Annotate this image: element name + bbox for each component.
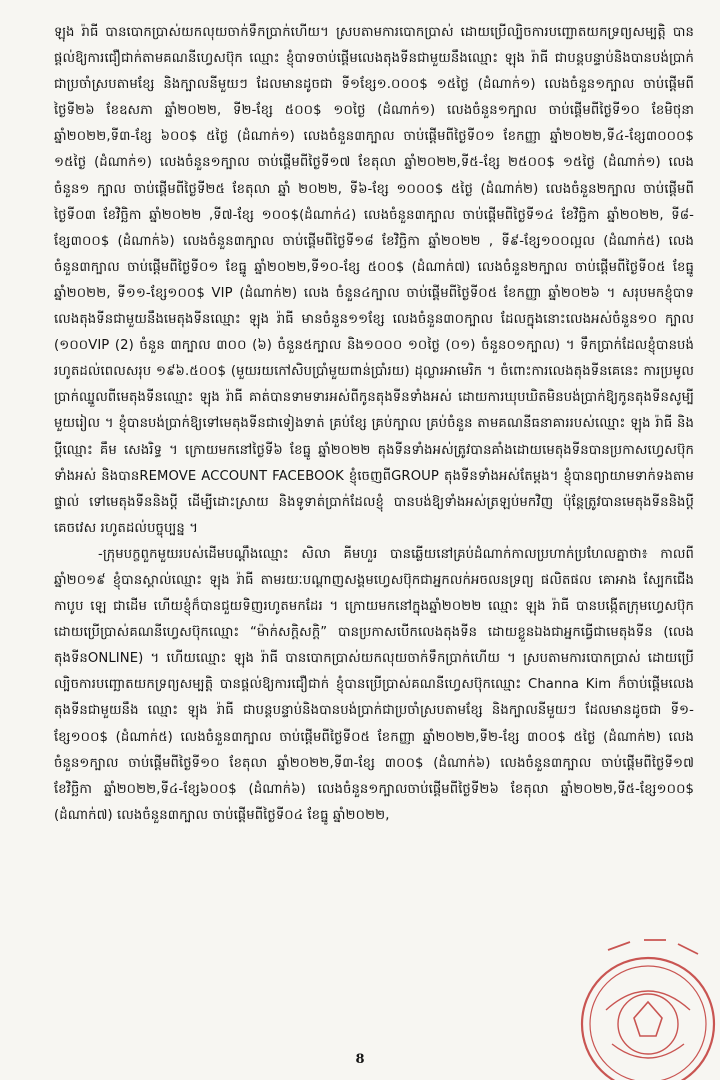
paragraph-plaintiff-statement: -ក្រុមបក្ខពួកមួយរបស់ដើមបណ្តឹងឈ្មោះ សិលា គីមហួរ បានឆ្លើយនៅគ្រប់ដំណាក់កាលប្រហាក់ប្រហែលគ្នាថា៖ កាលពីឆ្នាំ២០១៩ ខ្ញុំបានស្គាល់ឈ្មោះ ឡុង រ៉ាធី តាមរយៈបណ្តាញសង្គមហ្វេសប៊ុកជាអ្នកលក់អចលនទ្រព្យ ផលិតផល គោអាង ស្បែកជើង កាបូប ឡេ ជាដើម ហើយខ្ញុំក៏បានជួយទិញរហូតមកដែរ ។ ក្រោយមកនៅក្នុងឆ្នាំ២០២២ ឈ្មោះ ឡុង រ៉ាធី បានបង្កើតក្រុមហ្វេសប៊ុក ដោយប្រើប្រាស់គណនីហ្វេសប៊ុកឈ្មោះ “ម៉ាក់សក្តិសក្តិ” បានប្រកាសបើកលេងតុងទីន ដោយខ្លួនឯងជាអ្នកធ្វើជាមេតុងទីន (លេងតុងទីនONLINE) ។ ហើយឈ្មោះ ឡុង រ៉ាធី បានបោកប្រាស់យកលុយចាក់ទឹកប្រាក់ហើយ ។ ស្របតាមការបោកប្រាស់ ដោយប្រើល្បិចការបញ្ឆោតយកទ្រព្យសម្បត្តិ បានផ្តល់ឱ្យការជឿជាក់ ខ្ញុំបានប្រើប្រាស់គណនីហ្វេសប៊ុកឈ្មោះ Channa Kim ក៏ចាប់ផ្តើមលេងតុងទីនជាមួយនឹង ឈ្មោះ ឡុង រ៉ាធី ជាបន្តបន្ទាប់និងបានបង់ប្រាក់ជាប្រចាំស្របតាមខ្សែ និងក្បាលនីមួយៗ ដែលមានដូចជា ទី១-ខ្សែ១០០$ (ដំណាក់៥) លេងចំនួន៣ក្បាល ចាប់ផ្តើមពីថ្ងៃទី០៥ ខែកញ្ញា ឆ្នាំ២០២២,ទី២-ខ្សែ ៣០០$ ៥ថ្ងៃ (ដំណាក់២) លេងចំនួន១ក្បាល ចាប់ផ្តើមពីថ្ងៃទី១០ ខែតុលា ឆ្នាំ២០២២,ទី៣-ខ្សែ ៣០០$ (ដំណាក់៦) លេងចំនួន៣ក្បាល ចាប់ផ្តើមពីថ្ងៃទី១៧ ខែវិច្ឆិកា ឆ្នាំ២០២២,ទី៤-ខ្សែ៦០០$ (ដំណាក់៦) លេងចំនួន១ក្បាលចាប់ផ្តើមពីថ្ងៃទី២៦ ខែតុលា ឆ្នាំ២០២២,ទី៥-ខ្សែ១០០$ (ដំណាក់៧) លេងចំនួន៣ក្បាល ចាប់ផ្តើមពីថ្ងៃទី០៤ ខែធ្នូ ឆ្នាំ២០២២, [54,546,694,823]
page-number: 8 [355,1052,365,1067]
document-body [54,20,694,829]
paragraph-case-account: ឡុង រ៉ាធី បានបោកប្រាស់យកលុយចាក់ទឹកប្រាក់ហើយ។ ស្របតាមការបោកប្រាស់ ដោយប្រើល្បិចការបញ្ឆោតយកទ្រព្យសម្បត្តិ បានផ្តល់ឱ្យការជឿជាក់តាមគណនីហ្វេសប៊ុក ឈ្មោះ ខ្ញុំបាទចាប់ផ្តើមលេងតុងទីនជាមួយនឹងឈ្មោះ ឡុង រ៉ាធី ជាបន្តបន្ទាប់និងបានបង់ប្រាក់ជាប្រចាំស្របតាមខ្សែ និងក្បាលនីមួយៗ ដែលមានដូចជា ទី១ខ្សែ១.០០០$ ១៥ថ្ងៃ (ដំណាក់១) លេងចំនួន១ក្បាល ចាប់ផ្តើមពីថ្ងៃទី២៦ ខែឧសភា ឆ្នាំ២០២២, ទី២-ខ្សែ ៥០០$ ១០ថ្ងៃ (ដំណាក់១) លេងចំនួន១ក្បាល ចាប់ផ្តើមពីថ្ងៃទី១០ ខែមិថុនា ឆ្នាំ២០២២,ទី៣-ខ្សែ ៦០០$ ៥ថ្ងៃ (ដំណាក់១) លេងចំនួន៣ក្បាល ចាប់ផ្តើមពីថ្ងៃទី០១ ខែកញ្ញា ឆ្នាំ២០២២,ទី៤-ខ្សែ៣០០០$ ១៥ថ្ងៃ (ដំណាក់១) លេងចំនួន១ក្បាល ចាប់ផ្តើមពីថ្ងៃទី១៧ ខែតុលា ឆ្នាំ២០២២,ទី៥-ខ្សែ ២៥០០$ ១៥ថ្ងៃ (ដំណាក់១) លេងចំនួន១ ក្បាល ចាប់ផ្តើមពីថ្ងៃទី២៥ ខែតុលា ឆ្នាំ ២០២២, ទី៦-ខ្សែ ១០០០$ ៥ថ្ងៃ (ដំណាក់២) លេងចំនួន២ក្បាល ចាប់ផ្តើមពីថ្ងៃទី០៣ ខែវិច្ឆិកា ឆ្នាំ២០២២ ,ទី៧-ខ្សែ ១០០$(ដំណាក់៤) លេងចំនួន៣ក្បាល ចាប់ផ្តើមពីថ្ងៃទី១៤ ខែវិច្ឆិកា ឆ្នាំ២០២២, ទី៨-ខ្សែ៣០០$ (ដំណាក់៦) លេងចំនួន៣ក្បាល ចាប់ផ្តើមពីថ្ងៃទី១៨ ខែវិច្ឆិកា ឆ្នាំ២០២២ , ទី៩-ខ្សែ១០០ល្អល (ដំណាក់៥) លេងចំនួន៣ក្បាល ចាប់ផ្តើមពីថ្ងៃទី០១ ខែធ្នូ ឆ្នាំ២០២២,ទី១០-ខ្សែ ៥០០$ (ដំណាក់៧) លេងចំនួន២ក្បាល ចាប់ផ្តើមពីថ្ងៃទី០៥ ខែធ្នូ ឆ្នាំ២០២២, ទី១១-ខ្សែ១០០$ VIP (ដំណាក់២) លេង ចំនួន៤ក្បាល ចាប់ផ្តើមពីថ្ងៃទី០៥ ខែកញ្ញា ឆ្នាំ២០២៦ ។ សរុបមកខ្ញុំបាទលេងតុងទីនជាមួយនឹងមេតុងទីនឈ្មោះ ឡុង រ៉ាធី មានចំនួន១១ខ្សែ លេងចំនួន៣០ក្បាល ដែលក្នុងនោះលេងអស់ចំនួន១០ ក្បាល (១០០VIP (2) ចំនួន ៣ក្បាល ៣០០ (៦) ចំនួន៥ក្បាល និង១០០០ ១០ថ្ងៃ (០១) ចំនួន០១ក្បាល) ។ ទឹកប្រាក់ដែលខ្ញុំបានបង់រហូតដល់ពេលសរុប ១៩៦.៥០០$ (មួយរយកៅសិបប្រាំមួយពាន់ប្រាំរយ) ដុល្លារអាមេរិក ។ ចំពោះការលេងតុងទីនគេនេះ ការប្រមូលប្រាក់ឈ្នួលពីមេតុងទីនឈ្មោះ ឡុង រ៉ាធី គាត់បានទាមទារអស់ពីកូនតុងទីនទាំងអស់ ដោយការឃុបឃិតមិនបង់ប្រាក់ឱ្យកូនតុងទីនសូម្បីមួយរៀល ។ ខ្ញុំបានបង់ប្រាក់ឱ្យទៅមេតុងទីនជាទៀងទាត់ គ្រប់ខ្សែ គ្រប់ក្បាល គ្រប់ចំនួន តាមគណនីធនាគាររបស់ឈ្មោះ ឡុង រ៉ាធី និង ប្តីឈ្មោះ គឹម សេងរិទ្ធ ។ ក្រោយមកនៅថ្ងៃទី៦ ខែធ្នូ ឆ្នាំ២០២២ តុងទីនទាំងអស់ត្រូវបានគាំងដោយមេតុងទីនបានប្រកាសហ្វេសប៊ុកទាំងអស់ និងបានREMOVE ACCOUNT FACEBOOK ខ្ញុំចេញពីGROUP តុងទីនទាំងអស់តែម្តង។ ខ្ញុំបានព្យាយាមទាក់ទងតាមផ្ទាល់ ទៅមេតុងទីននិងប្តី ដើម្បីដោះស្រាយ និងទូទាត់ប្រាក់ដែលខ្ញុំ បានបង់ឱ្យទាំងអស់ត្រឡប់មកវិញ ប៉ុន្តែត្រូវបានមេតុងទីននិងប្តីគេចវេស រហូតដល់បច្ចុប្បន្ន ។ [54,25,694,536]
